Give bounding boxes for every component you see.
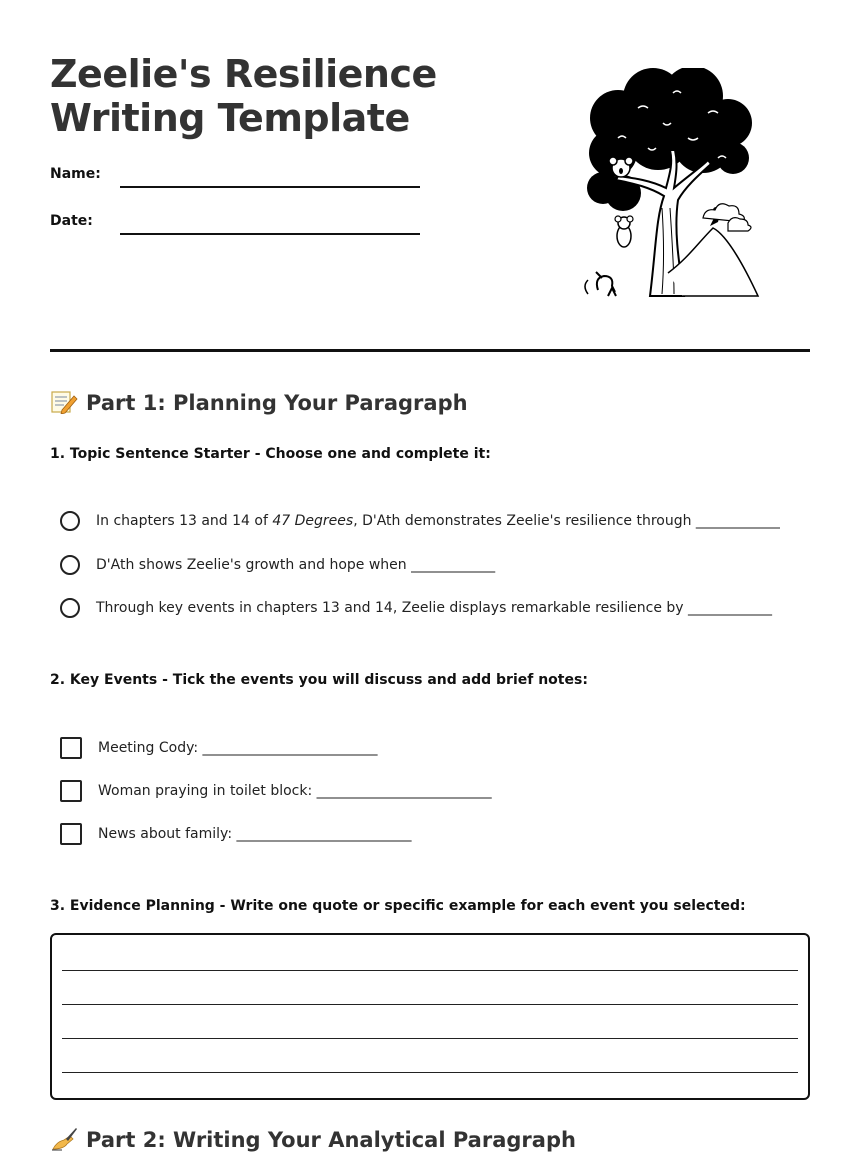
- writing-line: [62, 1072, 798, 1073]
- event-option-3[interactable]: [60, 823, 411, 845]
- part1-heading-text: Part 1: Planning Your Paragraph: [86, 391, 468, 415]
- topic-option-2[interactable]: [60, 555, 495, 575]
- worksheet-title: [50, 52, 437, 140]
- q1-label: 1. Topic Sentence Starter - Choose one and complete it:: [50, 446, 491, 462]
- part1-heading: [50, 390, 468, 415]
- topic-option-3-text: Through key events in chapters 13 and 14, Zeelie displays remarkable resilience by ____________: [96, 600, 773, 616]
- title-line-2: Writing Template: [50, 96, 410, 140]
- checkbox[interactable]: [60, 780, 82, 802]
- part2-heading-text: Part 2: Writing Your Analytical Paragraph: [86, 1128, 576, 1152]
- writing-hand-icon: [50, 1127, 78, 1151]
- evidence-writing-box[interactable]: [50, 933, 810, 1100]
- radio-button[interactable]: [60, 555, 80, 575]
- topic-option-2-text: D'Ath shows Zeelie's growth and hope when ____________: [96, 557, 496, 573]
- date-label: Date:: [50, 213, 93, 229]
- date-field[interactable]: [120, 233, 420, 235]
- name-label: Name:: [50, 166, 101, 182]
- radio-button[interactable]: [60, 511, 80, 531]
- checkbox[interactable]: [60, 823, 82, 845]
- title-line-1: Zeelie's Resilience: [50, 52, 437, 96]
- part2-heading: [50, 1127, 576, 1152]
- checkbox[interactable]: [60, 737, 82, 759]
- topic-option-1[interactable]: [60, 511, 780, 531]
- writing-line: [62, 1004, 798, 1005]
- event-option-3-text: News about family: _________________________: [98, 826, 412, 842]
- topic-option-3[interactable]: [60, 598, 772, 618]
- event-option-1[interactable]: [60, 737, 378, 759]
- topic-option-1-text: In chapters 13 and 14 of 47 Degrees, D'Ath demonstrates Zeelie's resilience through ____________: [96, 513, 780, 529]
- name-field[interactable]: [120, 186, 420, 188]
- writing-line: [62, 1038, 798, 1039]
- event-option-2-text: Woman praying in toilet block: _________________________: [98, 783, 492, 799]
- writing-line: [62, 970, 798, 971]
- header-divider: [50, 349, 810, 352]
- tree-with-koalas-and-climber-icon: [578, 68, 763, 298]
- memo-icon: [50, 390, 78, 414]
- event-option-1-text: Meeting Cody: _________________________: [98, 740, 378, 756]
- q2-label: 2. Key Events - Tick the events you will discuss and add brief notes:: [50, 672, 588, 688]
- radio-button[interactable]: [60, 598, 80, 618]
- event-option-2[interactable]: [60, 780, 492, 802]
- q3-label: 3. Evidence Planning - Write one quote or specific example for each event you selected:: [50, 898, 746, 914]
